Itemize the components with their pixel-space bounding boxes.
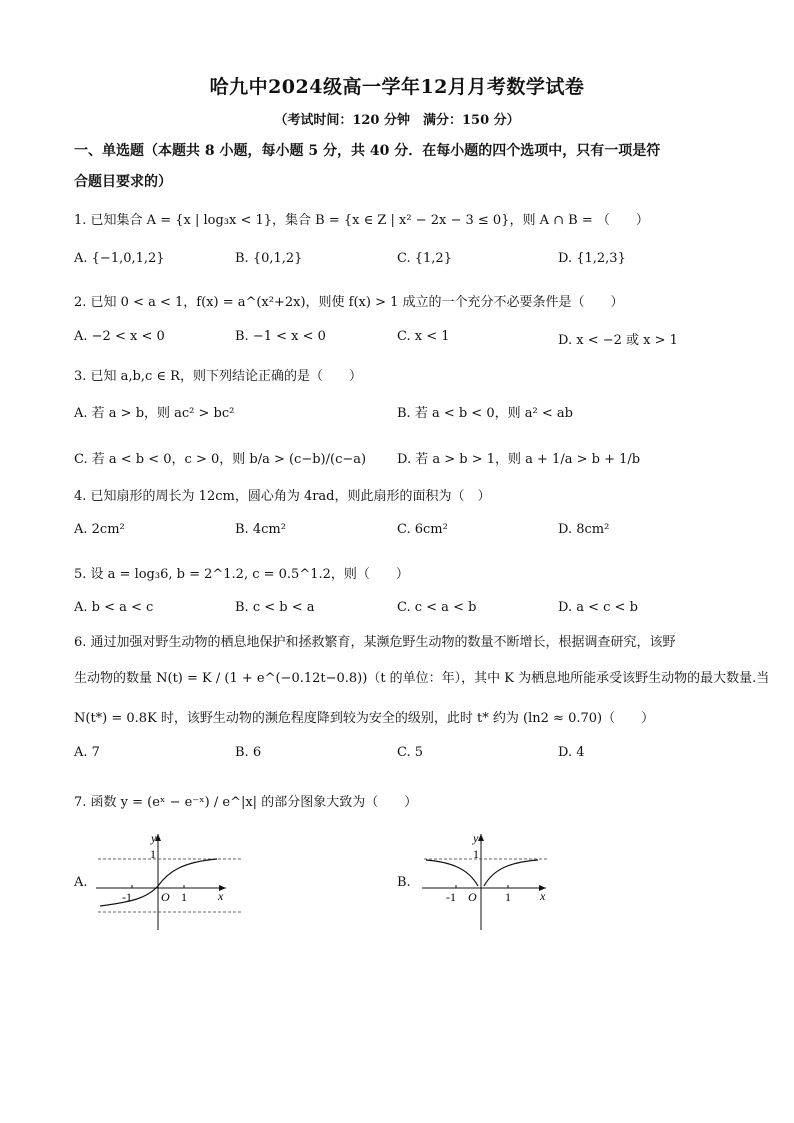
q6-option-c[interactable]: C. 5: [397, 745, 424, 760]
label-origin: O: [161, 890, 170, 904]
q2-option-a[interactable]: A. −2 < x < 0: [74, 329, 165, 344]
q7-option-b[interactable]: B.: [397, 875, 411, 890]
exam-info: （考试时间：120 分钟 满分：150 分）: [274, 113, 520, 128]
q6-option-d[interactable]: D. 4: [558, 745, 585, 760]
question-2-stem: 2. 已知 0 < a < 1，f(x) = a^(x²+2x)，则使 f(x) > 1 成立的一个充分不必要条件是（ ）: [74, 295, 624, 310]
q7-graph-a[interactable]: [92, 828, 242, 932]
q2-option-d[interactable]: D. x < −2 或 x > 1: [558, 333, 678, 348]
q1-option-c[interactable]: C. {1,2}: [397, 251, 452, 266]
q6-option-a[interactable]: A. 7: [74, 745, 100, 760]
label-one-x: 1: [505, 890, 511, 904]
q4-option-a[interactable]: A. 2cm²: [74, 522, 125, 537]
y-label: y: [473, 831, 479, 845]
q1-option-d[interactable]: D. {1,2,3}: [558, 251, 626, 266]
section-heading: 一、单选题（本题共 8 小题，每小题 5 分，共 40 分．在每小题的四个选项中，只有一项是符: [74, 143, 661, 159]
q3-option-c[interactable]: C. 若 a < b < 0，c > 0，则 b/a > (c−b)/(c−a): [74, 452, 367, 467]
q6-option-b[interactable]: B. 6: [235, 745, 262, 760]
q7-option-a[interactable]: A.: [74, 875, 88, 890]
label-origin: O: [468, 890, 477, 904]
label-one-y: 1: [473, 847, 479, 861]
section-heading-cont: 合题目要求的）: [74, 174, 172, 190]
question-6-stem-line1: 6. 通过加强对野生动物的栖息地保护和拯救繁育，某濒危野生动物的数量不断增长，根据调查研究，该野: [74, 635, 676, 650]
y-axis-arrow: [478, 834, 484, 841]
q4-option-b[interactable]: B. 4cm²: [235, 522, 286, 537]
q1-option-a[interactable]: A. {−1,0,1,2}: [74, 251, 165, 266]
q5-option-c[interactable]: C. c < a < b: [397, 600, 477, 615]
curve-b-left: [426, 860, 478, 886]
y-label: y: [151, 831, 157, 845]
question-4-stem: 4. 已知扇形的周长为 12cm，圆心角为 4rad，则此扇形的面积为（ ）: [74, 489, 491, 504]
label-neg-one: -1: [122, 890, 132, 904]
q1-option-b[interactable]: B. {0,1,2}: [235, 251, 303, 266]
q2-option-b[interactable]: B. −1 < x < 0: [235, 329, 326, 344]
label-one-x: 1: [181, 890, 187, 904]
page-title: 哈九中2024级高一学年12月月考数学试卷: [209, 76, 585, 98]
question-3-stem: 3. 已知 a,b,c ∈ R，则下列结论正确的是（ ）: [74, 369, 362, 384]
q2-option-c[interactable]: C. x < 1: [397, 329, 450, 344]
question-7-stem: 7. 函数 y = (eˣ − e⁻ˣ) / e^|x| 的部分图象大致为（ ）: [74, 795, 418, 810]
label-one-y: 1: [150, 847, 156, 861]
x-label: x: [540, 889, 546, 903]
q7-graph-b[interactable]: [420, 828, 550, 932]
q3-option-b[interactable]: B. 若 a < b < 0，则 a² < ab: [397, 406, 573, 421]
question-6-stem-line3: N(t*) = 0.8K 时，该野生动物的濒危程度降到较为安全的级别，此时 t* 约为 (ln2 ≈ 0.70)（ ）: [74, 711, 655, 726]
q5-option-d[interactable]: D. a < c < b: [558, 600, 638, 615]
q3-option-a[interactable]: A. 若 a > b，则 ac² > bc²: [74, 406, 235, 421]
question-6-stem-line2: 生动物的数量 N(t) = K / (1 + e^(−0.12t−0.8))（t 的单位：年），其中 K 为栖息地所能承受该野生动物的最大数量.当: [74, 671, 770, 686]
curve-b-right: [484, 860, 538, 886]
x-label: x: [218, 889, 224, 903]
question-5-stem: 5. 设 a = log₃6, b = 2^1.2, c = 0.5^1.2，则（ ）: [74, 567, 409, 582]
q5-option-a[interactable]: A. b < a < c: [74, 600, 154, 615]
q3-option-d[interactable]: D. 若 a > b > 1，则 a + 1/a > b + 1/b: [397, 452, 641, 467]
q5-option-b[interactable]: B. c < b < a: [235, 600, 315, 615]
label-neg-one: -1: [446, 890, 456, 904]
q4-option-c[interactable]: C. 6cm²: [397, 522, 448, 537]
q4-option-d[interactable]: D. 8cm²: [558, 522, 610, 537]
question-1-stem: 1. 已知集合 A = {x | log₃x < 1}，集合 B = {x ∈ Z | x² − 2x − 3 ≤ 0}，则 A ∩ B = （ ）: [74, 213, 649, 228]
